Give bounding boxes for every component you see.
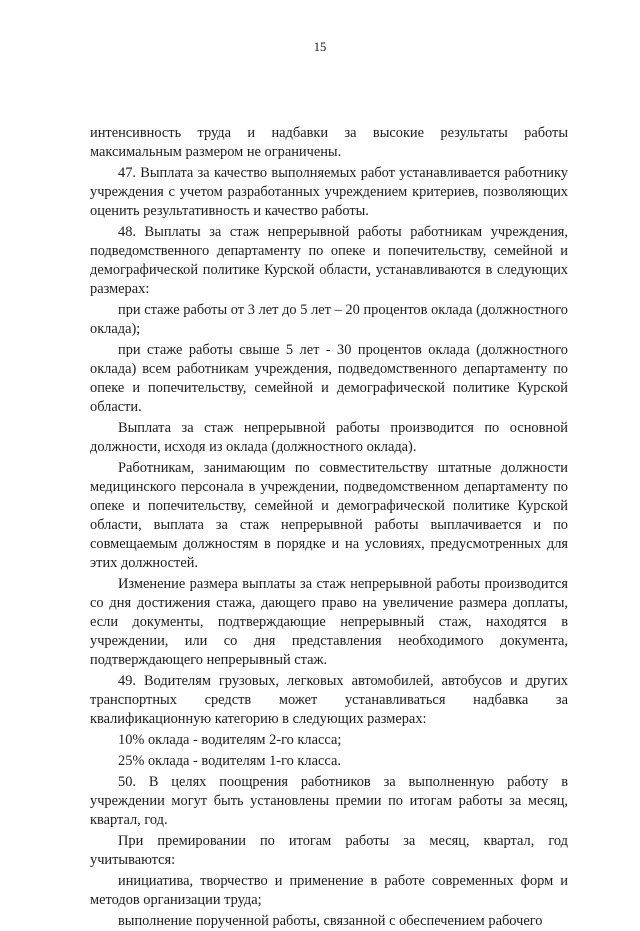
paragraph: инициатива, творчество и применение в работе современных форм и методов организации труда; bbox=[90, 873, 568, 908]
paragraph: Работникам, занимающим по совместительству штатные должности медицинского персонала в учреждении, подведомственном департаменту по опеке и попечительству, семейной и демографической политике Курской области, выплата за стаж непрерывной работы выплачивается и по совмещаемым должностям в порядке и на условиях, предусмотренных для этих должностей. bbox=[90, 460, 568, 571]
paragraph: 10% оклада - водителям 2-го класса; bbox=[118, 732, 342, 748]
paragraph: при стаже работы от 3 лет до 5 лет – 20 процентов оклада (должностного оклада); bbox=[90, 302, 568, 337]
paragraph: Изменение размера выплаты за стаж непрерывной работы производится со дня достижения стажа, дающего право на увеличение размера доплаты, если документы, подтверждающие непрерывный стаж, находятся в учреждении, или со дня представления необходимого документа, подтверждающего непрерывный стаж. bbox=[90, 576, 568, 668]
paragraph: 25% оклада - водителям 1-го класса. bbox=[118, 753, 341, 769]
paragraph: при стаже работы свыше 5 лет - 30 процентов оклада (должностного оклада) всем работникам учреждения, подведомственного департаменту по опеке и попечительству, семейной и демографической политике Курской области. bbox=[90, 342, 568, 415]
paragraph: Выплата за стаж непрерывной работы производится по основной должности, исходя из оклада (должностного оклада). bbox=[90, 420, 568, 455]
paragraph: выполнение порученной работы, связанной с обеспечением рабочего bbox=[118, 913, 543, 929]
paragraph: 47. Выплата за качество выполняемых работ устанавливается работнику учреждения с учетом разработанных учреждением критериев, позволяющих оценить результативность и качество работы. bbox=[90, 165, 568, 219]
page-number: 15 bbox=[313, 40, 327, 54]
paragraph: 48. Выплаты за стаж непрерывной работы работникам учреждения, подведомственного департаменту по опеке и попечительству, семейной и демографической политике Курской области, устанавливаются в следующих размерах: bbox=[90, 224, 568, 297]
paragraph: При премировании по итогам работы за месяц, квартал, год учитываются: bbox=[90, 833, 568, 868]
paragraph: 50. В целях поощрения работников за выполненную работу в учреждении могут быть установлены премии по итогам работы за месяц, квартал, год. bbox=[90, 774, 568, 828]
document-body bbox=[90, 124, 568, 931]
paragraph: интенсивность труда и надбавки за высокие результаты работы максимальным размером не ограничены. bbox=[90, 125, 568, 160]
paragraph: 49. Водителям грузовых, легковых автомобилей, автобусов и других транспортных средств может устанавливаться надбавка за квалификационную категорию в следующих размерах: bbox=[90, 673, 568, 727]
